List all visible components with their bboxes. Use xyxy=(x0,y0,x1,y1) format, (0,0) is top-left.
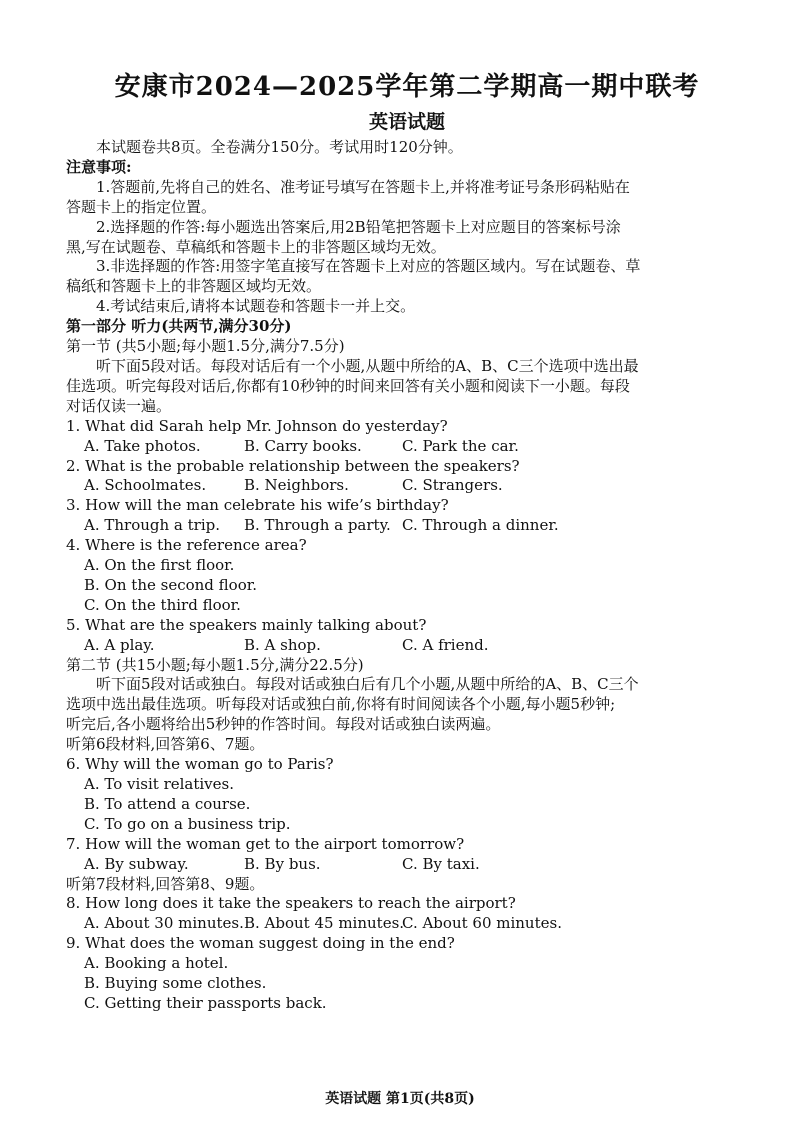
question-3: 3. How will the man celebrate his wife’s birthday? xyxy=(66,496,449,515)
option-a: A. Through a trip. xyxy=(84,516,221,535)
option-a: A. On the first floor. xyxy=(84,556,235,575)
section1-instructions-cont2: 对话仅读一遍。 xyxy=(66,396,172,415)
option-a: A. A play. xyxy=(84,635,155,654)
notice-item-1: 1.答题前,先将自己的姓名、准考证号填写在答题卡上,并将准考证号条形码粘贴在 xyxy=(96,177,630,196)
option-b: B. By bus. xyxy=(244,854,321,873)
notice-heading: 注意事项: xyxy=(66,157,132,176)
option-b: B. Carry books. xyxy=(244,436,362,455)
question-8: 8. How long does it take the speakers to reach the airport? xyxy=(66,894,516,913)
question-7-options xyxy=(66,855,748,875)
question-4: 4. Where is the reference area? xyxy=(66,536,307,555)
question-6: 6. Why will the woman go to Paris? xyxy=(66,755,334,774)
material-6-heading: 听第6段材料,回答第6、7题。 xyxy=(66,735,265,754)
question-7: 7. How will the woman get to the airport tomorrow? xyxy=(66,834,465,853)
option-c: C. By taxi. xyxy=(402,854,480,873)
question-5: 5. What are the speakers mainly talking about? xyxy=(66,615,427,634)
notice-item-1-cont: 答题卡上的指定位置。 xyxy=(66,197,217,216)
option-b: B. On the second floor. xyxy=(84,575,258,594)
option-b: B. About 45 minutes. xyxy=(244,914,405,933)
section2-instructions-cont2: 听完后,各小题将给出5秒钟的作答时间。每段对话或独白读两遍。 xyxy=(66,715,501,734)
option-b: B. Neighbors. xyxy=(244,476,349,495)
notice-item-2-cont: 黑,写在试题卷、草稿纸和答题卡上的非答题区域均无效。 xyxy=(66,237,446,256)
option-a: A. Schoolmates. xyxy=(84,476,207,495)
option-a: A. To visit relatives. xyxy=(84,775,234,793)
question-2-options xyxy=(66,476,748,496)
notice-item-2: 2.选择题的作答:每小题选出答案后,用2B铅笔把答题卡上对应题目的答案标号涂 xyxy=(96,217,621,236)
notice-item-4: 4.考试结束后,请将本试题卷和答题卡一并上交。 xyxy=(96,297,416,316)
section2-instructions-cont: 选项中选出最佳选项。听每段对话或独白前,你将有时间阅读各个小题,每小题5秒钟; xyxy=(66,695,616,714)
option-b: B. A shop. xyxy=(244,635,321,654)
page-title: 安康市2024—2025学年第二学期高一期中联考 xyxy=(114,72,700,102)
exam-intro: 本试题卷共8页。全卷满分150分。考试用时120分钟。 xyxy=(96,138,463,156)
page-footer: 英语试题 第1页(共8页) xyxy=(325,1091,475,1107)
question-1-options xyxy=(66,437,748,457)
option-a: A. About 30 minutes. xyxy=(84,914,244,933)
option-a: A. By subway. xyxy=(84,854,189,873)
notice-item-3: 3.非选择题的作答:用签字笔直接写在答题卡上对应的答题区域内。写在试题卷、草 xyxy=(96,257,641,276)
section2-instructions: 听下面5段对话或独白。每段对话或独白后有几个小题,从题中所给的A、B、C三个 xyxy=(96,675,639,694)
section1-heading: 第一节 (共5小题;每小题1.5分,满分7.5分) xyxy=(66,337,345,356)
section1-instructions-cont: 佳选项。听完每段对话后,你都有10秒钟的时间来回答有关小题和阅读下一小题。每段 xyxy=(66,376,630,395)
material-7-heading: 听第7段材料,回答第8、9题。 xyxy=(66,874,265,893)
page-subtitle: 英语试题 xyxy=(368,111,445,133)
option-a: A. Booking a hotel. xyxy=(84,954,229,973)
option-a: A. Take photos. xyxy=(84,436,201,455)
question-3-options xyxy=(66,516,748,536)
section2-heading: 第二节 (共15小题;每小题1.5分,满分22.5分) xyxy=(66,655,364,674)
part1-heading: 第一部分 听力(共两节,满分30分) xyxy=(66,317,292,336)
option-c: C. To go on a business trip. xyxy=(84,814,291,833)
option-b: B. To attend a course. xyxy=(84,794,251,813)
section1-instructions: 听下面5段对话。每段对话后有一个小题,从题中所给的A、B、C三个选项中选出最 xyxy=(96,356,639,375)
option-c: C. Getting their passports back. xyxy=(84,993,327,1012)
question-1: 1. What did Sarah help Mr. Johnson do yesterday? xyxy=(66,416,448,435)
option-b: B. Through a party. xyxy=(244,516,391,535)
question-8-options xyxy=(66,914,748,934)
option-c: C. On the third floor. xyxy=(84,595,241,614)
option-c: C. Through a dinner. xyxy=(402,516,559,535)
question-9: 9. What does the woman suggest doing in the end? xyxy=(66,934,455,953)
option-c: C. Park the car. xyxy=(402,436,519,455)
option-c: C. About 60 minutes. xyxy=(402,914,562,933)
notice-item-3-cont: 稿纸和答题卡上的非答题区域均无效。 xyxy=(66,277,322,296)
option-c: C. A friend. xyxy=(402,635,489,654)
question-2: 2. What is the probable relationship between the speakers? xyxy=(66,456,520,475)
option-b: B. Buying some clothes. xyxy=(84,974,267,993)
question-5-options xyxy=(66,636,748,656)
option-c: C. Strangers. xyxy=(402,476,503,495)
